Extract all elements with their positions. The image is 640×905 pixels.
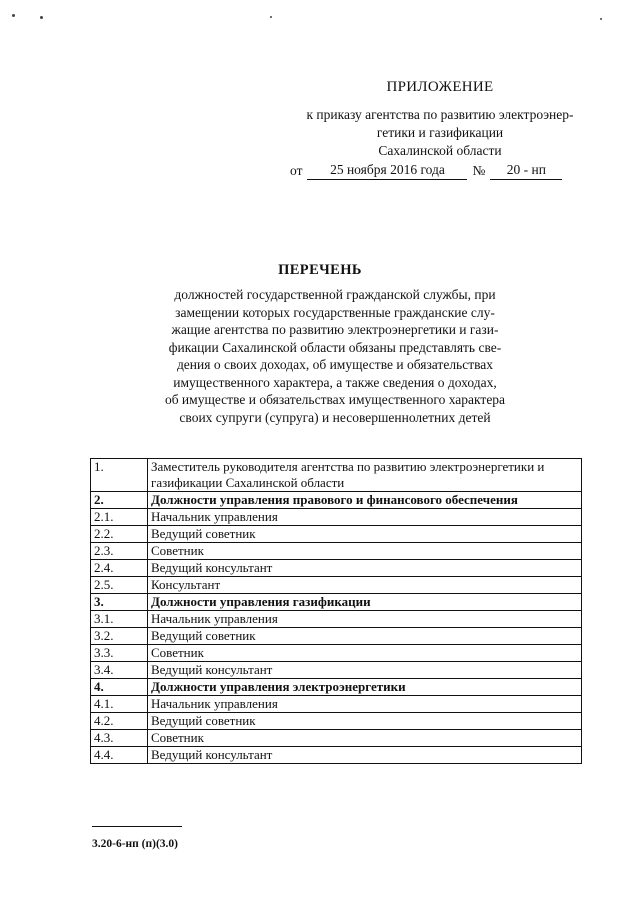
row-text: Советник [148, 645, 582, 662]
row-text: Советник [148, 730, 582, 747]
row-number: 4.2. [91, 713, 148, 730]
appendix-header [250, 78, 590, 180]
number-sign: № [472, 163, 486, 178]
subtitle-line: дения о своих доходах, об имуществе и обязательствах [176, 357, 494, 372]
scan-speck [12, 14, 15, 17]
row-number: 4.3. [91, 730, 148, 747]
row-text: Начальник управления [148, 611, 582, 628]
table-row [91, 543, 582, 560]
table-row [91, 628, 582, 645]
table-row [91, 459, 582, 492]
appendix-line: Сахалинской области [378, 143, 502, 158]
scan-speck [270, 16, 272, 18]
subtitle-line: об имуществе и обязательствах имущественного характера [164, 392, 506, 407]
row-text: Ведущий советник [148, 628, 582, 645]
row-text: Заместитель руководителя агентства по развитию электроэнергетики и газификации Сахалинской области [148, 459, 582, 492]
row-number: 3. [91, 594, 148, 611]
row-number: 2. [91, 492, 148, 509]
document-title: ПЕРЕЧЕНЬ [278, 262, 362, 278]
row-text: Советник [148, 543, 582, 560]
footer-divider [92, 826, 182, 827]
table-row [91, 645, 582, 662]
row-number: 4. [91, 679, 148, 696]
row-number: 2.2. [91, 526, 148, 543]
row-number: 4.4. [91, 747, 148, 764]
section-row [91, 679, 582, 696]
table-row [91, 560, 582, 577]
row-number: 2.3. [91, 543, 148, 560]
row-text: Должности управления электроэнергетики [148, 679, 582, 696]
footer-code: 3.20-6-нп (п)(3.0) [92, 838, 178, 850]
document-subtitle [140, 286, 530, 426]
table-row [91, 730, 582, 747]
appendix-line: гетики и газификации [376, 125, 504, 140]
table-row [91, 526, 582, 543]
subtitle-line: жащие агентства по развитию электроэнергетики и гази- [171, 322, 499, 337]
table-row [91, 713, 582, 730]
row-number: 3.4. [91, 662, 148, 679]
table-row [91, 577, 582, 594]
row-number: 2.5. [91, 577, 148, 594]
subtitle-line: замещении которых государственные гражданские слу- [175, 304, 495, 320]
order-date-row [250, 161, 590, 180]
row-number: 2.4. [91, 560, 148, 577]
row-number: 3.1. [91, 611, 148, 628]
appendix-title: ПРИЛОЖЕНИЕ [386, 79, 494, 95]
row-text: Консультант [148, 577, 582, 594]
scan-speck [600, 18, 602, 20]
section-row [91, 594, 582, 611]
row-number: 3.3. [91, 645, 148, 662]
appendix-line: к приказу агентства по развитию электроэнер- [306, 107, 574, 122]
row-text: Ведущий советник [148, 526, 582, 543]
scan-speck [40, 16, 43, 19]
subtitle-line: фикации Сахалинской области обязаны представлять све- [168, 339, 502, 355]
table-row [91, 747, 582, 764]
table-row [91, 662, 582, 679]
subtitle-line: должностей государственной гражданской службы, при [174, 287, 496, 302]
row-text: Ведущий консультант [148, 560, 582, 577]
positions-table [90, 458, 582, 764]
order-date: 25 ноября 2016 года [307, 161, 467, 180]
row-text: Ведущий советник [148, 713, 582, 730]
subtitle-line: своих супруги (супруга) и несовершеннолетних детей [179, 409, 491, 425]
table-row [91, 611, 582, 628]
row-number: 1. [91, 459, 148, 492]
row-text: Ведущий консультант [148, 662, 582, 679]
row-number: 3.2. [91, 628, 148, 645]
row-number: 2.1. [91, 509, 148, 526]
row-number: 4.1. [91, 696, 148, 713]
row-text: Должности управления правового и финансового обеспечения [148, 492, 582, 509]
row-text: Ведущий консультант [148, 747, 582, 764]
table-row [91, 696, 582, 713]
section-row [91, 492, 582, 509]
row-text: Начальник управления [148, 696, 582, 713]
table-row [91, 509, 582, 526]
row-text: Должности управления газификации [148, 594, 582, 611]
date-prefix: от [290, 163, 303, 178]
subtitle-line: имущественного характера, а также сведения о доходах, [173, 374, 497, 390]
row-text: Начальник управления [148, 509, 582, 526]
order-number: 20 - нп [490, 161, 562, 180]
